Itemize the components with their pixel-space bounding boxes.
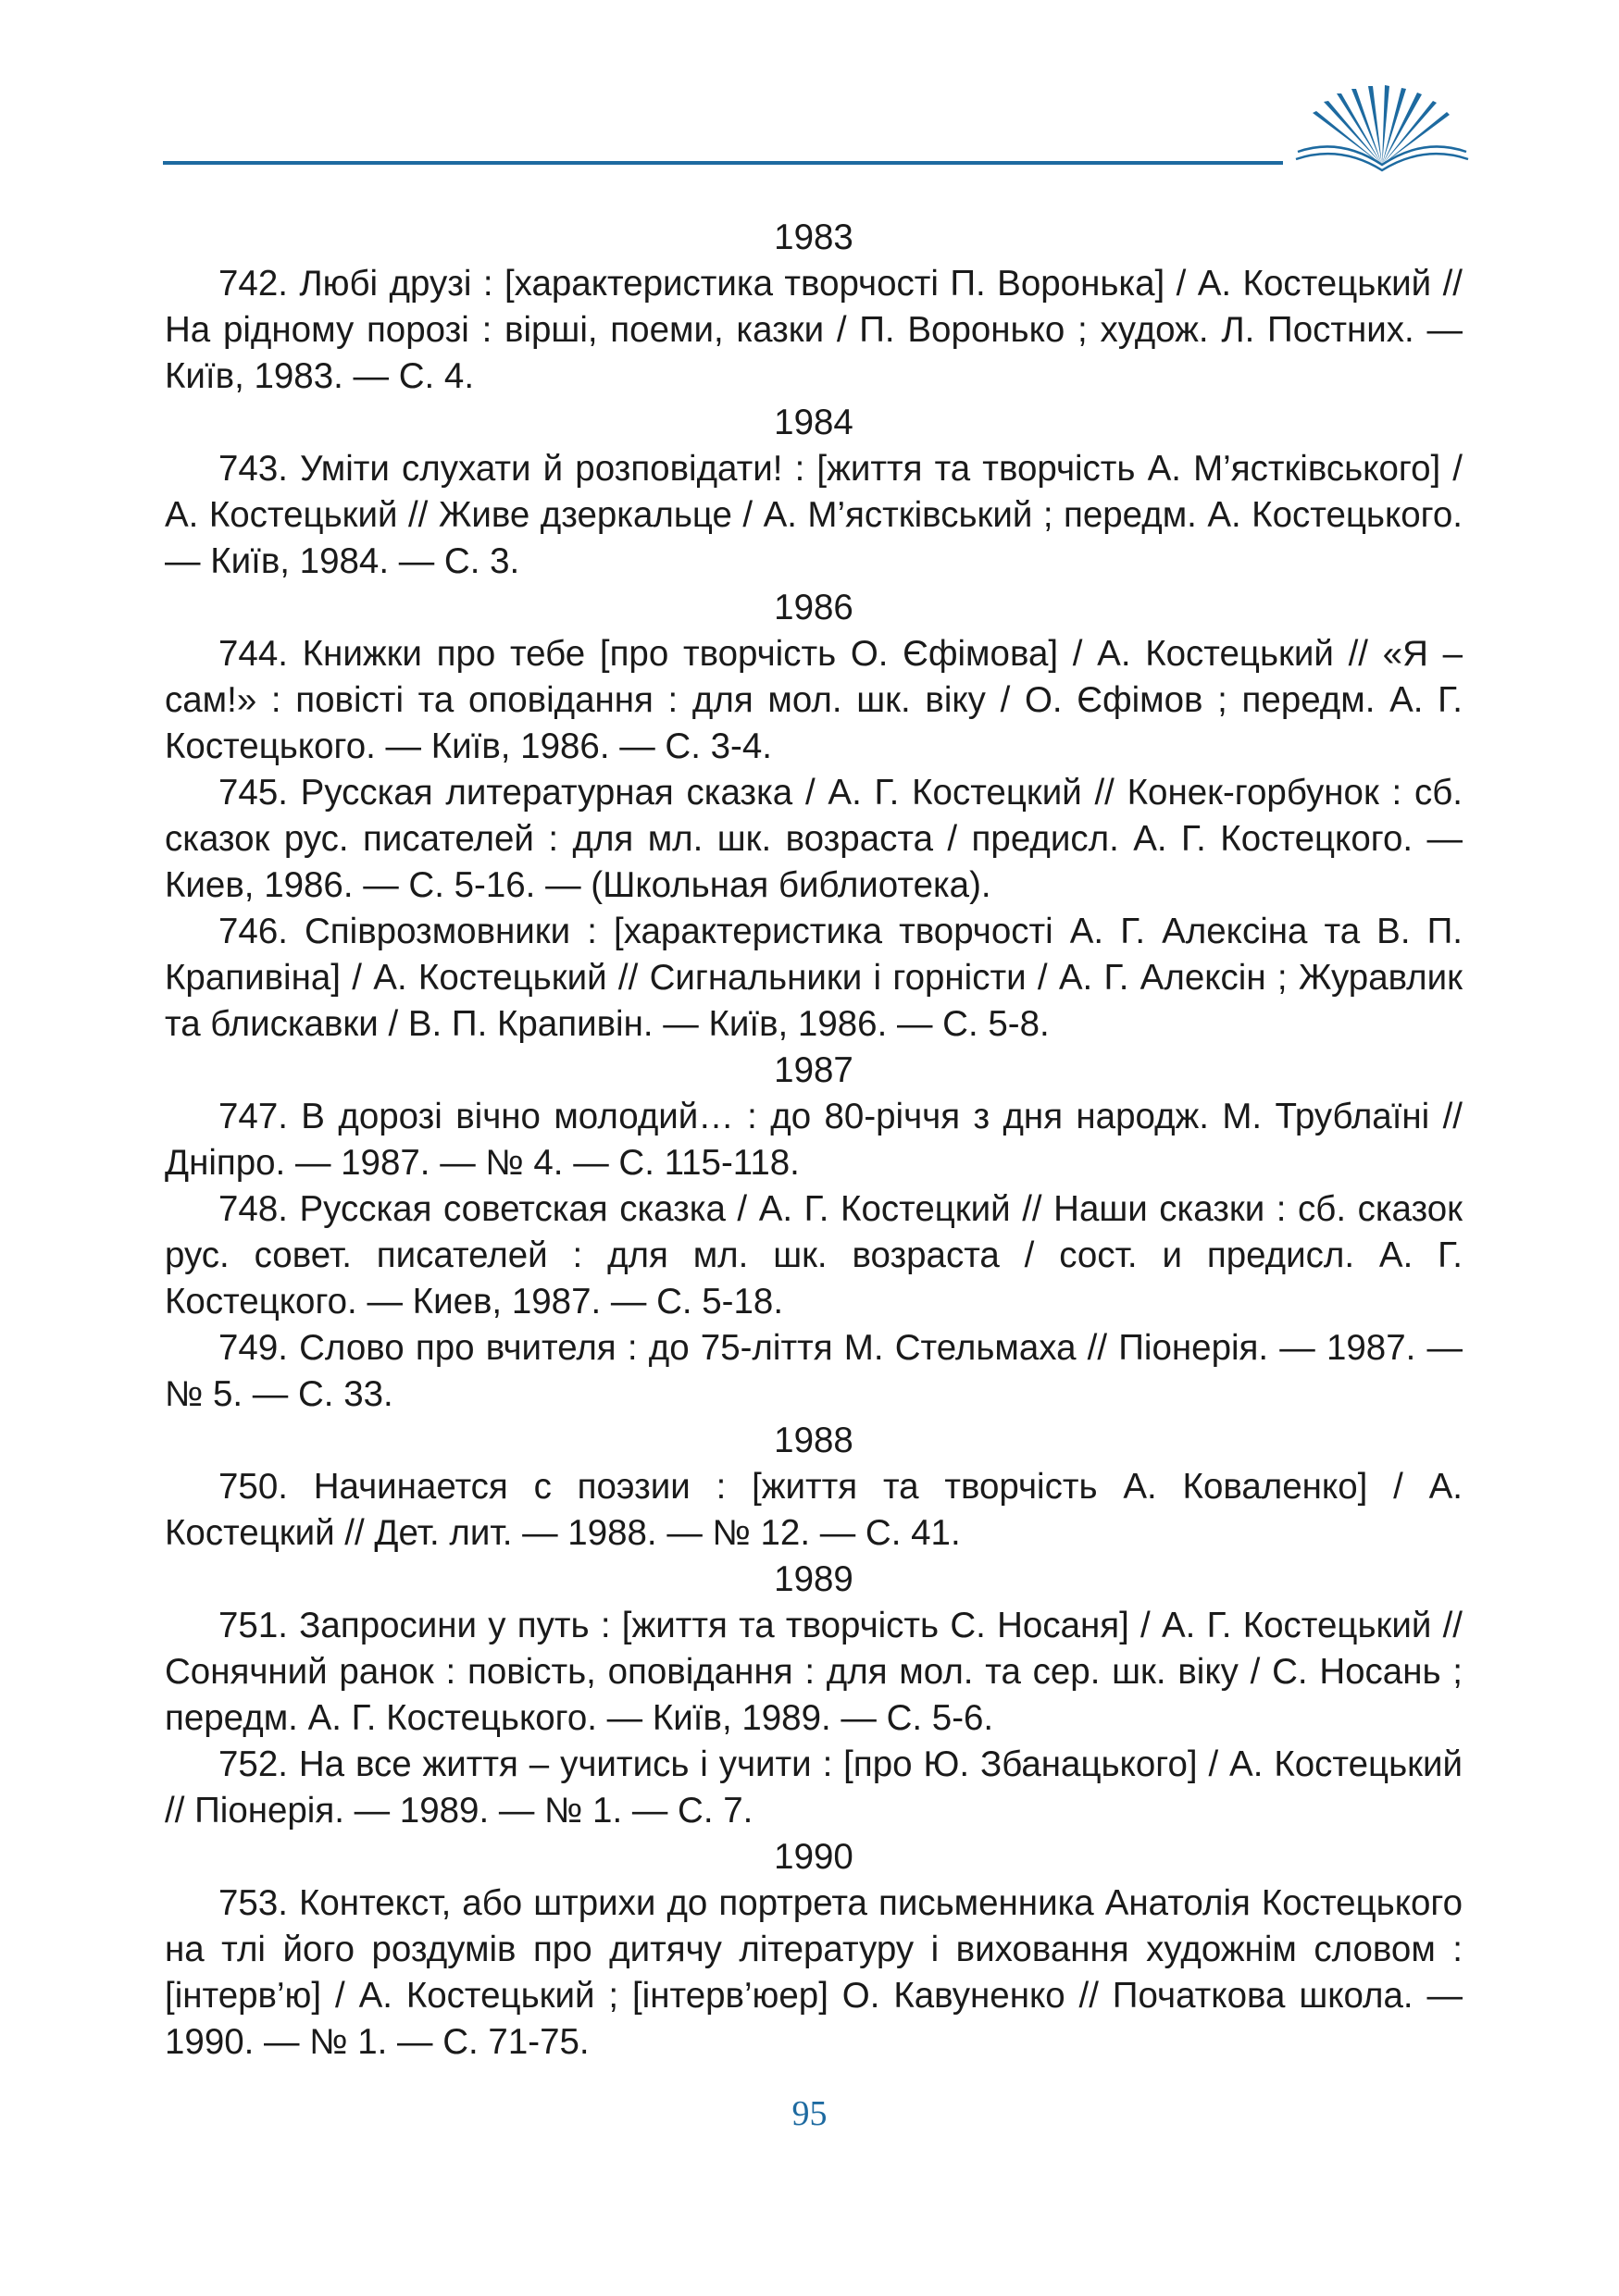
bibliography-entry: 747. В дорозі вічно молодий… : до 80-річчя з дня народж. М. Трублаїні // Дніпро. — 1987. — № 4. — С. 115-118. (165, 1097, 1463, 1183)
bibliography-entry: 748. Русская советская сказка / А. Г. Костецкий // Наши сказки : сб. сказок рус. совет. писателей : для мл. шк. возраста / сост. и предисл. А. Г. Костецкого. — Киев, 1987. — С. 5-18. (165, 1189, 1463, 1322)
bibliography-entry: 751. Запросини у путь : [життя та творчість С. Носаня] / А. Г. Костецький // Сонячний ранок : повість, оповідання : для мол. та сер. шк. віку / С. Носань ; передм. А. Г. Костецького. — Київ, 1989. — С. 5-6. (165, 1606, 1463, 1738)
bibliography-entry: 744. Книжки про тебе [про творчість О. Єфімова] / А. Костецький // «Я – сам!» : повісті та оповідання : для мол. шк. віку / О. Єфімов ; передм. А. Г. Костецького. — Київ, 1986. — С. 3-4. (165, 634, 1463, 766)
bibliography-entry: 742. Любі друзі : [характеристика творчості П. Воронька] / А. Костецький // На рідному порозі : вірші, поеми, казки / П. Воронько ; худож. Л. Постних. — Київ, 1983. — С. 4. (165, 264, 1463, 396)
year-heading: 1987 (774, 1050, 853, 1090)
year-heading: 1984 (774, 403, 853, 442)
page-number: 95 (791, 2094, 828, 2133)
year-heading: 1989 (774, 1559, 853, 1599)
bibliography-entry: 750. Начинается с поэзии : [життя та творчість А. Коваленко] / А. Костецкий // Дет. лит. — 1988. — № 12. — С. 41. (165, 1467, 1463, 1553)
bibliography-entry: 743. Уміти слухати й розповідати! : [життя та творчість А. М’ястківського] / А. Костецький // Живе дзеркальце / А. М’ястківський ; передм. А. Костецького. — Київ, 1984. — С. 3. (165, 449, 1463, 581)
year-heading: 1983 (774, 217, 853, 257)
bibliography-entry: 752. На все життя – учитись і учити : [про Ю. Збанацького] / А. Костецький // Піонерія. — 1989. — № 1. — С. 7. (165, 1744, 1463, 1831)
open-book-icon (1294, 85, 1470, 173)
bibliography-entry: 746. Співрозмовники : [характеристика творчості А. Г. Алексіна та В. П. Крапивіна] / А. Костецький // Сигнальники і горністи / А. Г. Алексін ; Журавлик та блискавки / В. П. Крапивін. — Київ, 1986. — С. 5-8. (165, 912, 1463, 1044)
header-rule (163, 161, 1283, 165)
bibliography-list (165, 215, 1463, 2066)
bibliography-entry: 745. Русская литературная сказка / А. Г. Костецкий // Конек-горбунок : сб. сказок рус. писателей : для мл. шк. возраста / предисл. А. Г. Костецкого. — Киев, 1986. — С. 5-16. — (Школьная библиотека). (165, 773, 1463, 905)
year-heading: 1990 (774, 1837, 853, 1877)
year-heading: 1986 (774, 588, 853, 627)
bibliography-entry: 749. Слово про вчителя : до 75-ліття М. Стельмаха // Піонерія. — 1987. — № 5. — С. 33. (165, 1328, 1463, 1414)
bibliography-entry: 753. Контекст, або штрихи до портрета письменника Анатолія Костецького на тлі його роздумів про дитячу літературу і виховання художнім словом : [інтерв’ю] / А. Костецький ; [інтерв’юер] О. Кавуненко // Початкова школа. — 1990. — № 1. — С. 71-75. (165, 1883, 1463, 2062)
year-heading: 1988 (774, 1421, 853, 1460)
